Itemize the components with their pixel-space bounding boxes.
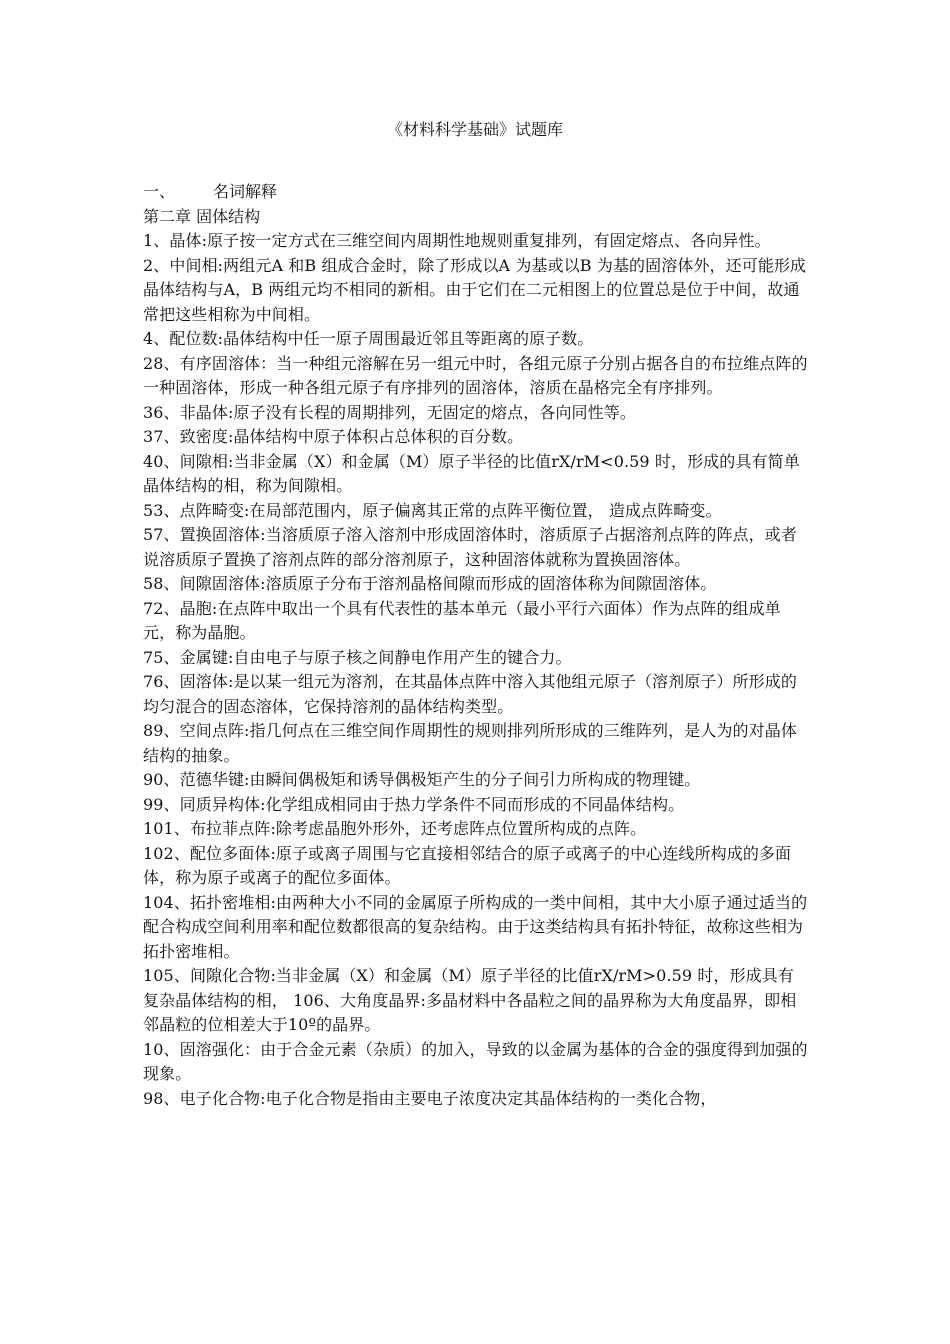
- term-entry: 10、固溶强化：由于合金元素（杂质）的加入，导致的以金属为基体的合金的强度得到加强的现象。: [143, 1039, 808, 1083]
- section-label: 名词解释: [213, 182, 278, 201]
- term-entry: 58、间隙固溶体:溶质原子分布于溶剂晶格间隙而形成的固溶体称为间隙固溶体。: [143, 574, 717, 593]
- term-entry: 4、配位数:晶体结构中任一原子周围最近邻且等距离的原子数。: [143, 329, 594, 348]
- page-title: 《材料科学基础》试题库: [386, 120, 563, 139]
- chapter-heading: 第二章 固体结构: [143, 206, 261, 226]
- term-entry: 53、点阵畸变:在局部范围内，原子偏离其正常的点阵平衡位置， 造成点阵畸变。: [143, 500, 722, 520]
- section-heading: [143, 180, 808, 205]
- term-entry: 90、范德华键:由瞬间偶极矩和诱导偶极矩产生的分子间引力所构成的物理键。: [143, 770, 701, 789]
- term-entry: 75、金属键:自由电子与原子核之间静电作用产生的键合力。: [143, 647, 572, 667]
- term-entry: 28、有序固溶体：当一种组元溶解在另一组元中时，各组元原子分别占据各自的布拉维点阵的一种固溶体，形成一种各组元原子有序排列的固溶体，溶质在晶格完全有序排列。: [143, 353, 808, 397]
- term-entry: 57、置换固溶体:当溶质原子溶入溶剂中形成固溶体时，溶质原子占据溶剂点阵的阵点，或者说溶质原子置换了溶剂点阵的部分溶剂原子，这种固溶体就称为置换固溶体。: [143, 525, 797, 569]
- term-entry: 104、拓扑密堆相:由两种大小不同的金属原子所构成的一类中间相，其中大小原子通过适当的配合构成空间利用率和配位数都很高的复杂结构。由于这类结构具有拓扑特征，故称这些相为拓扑密堆相。: [143, 892, 808, 961]
- term-entry: 99、同质异构体:化学组成相同由于热力学条件不同而形成的不同晶体结构。: [143, 794, 685, 814]
- term-entry: 40、间隙相:当非金属（X）和金属（M）原子半径的比值rX/rM<0.59 时，形成的具有简单晶体结构的相，称为间隙相。: [143, 451, 800, 495]
- term-entry: 36、非晶体:原子没有长程的周期排列，无固定的熔点，各向同性等。: [143, 402, 636, 422]
- term-entry: 102、配位多面体:原子或离子周围与它直接相邻结合的原子或离子的中心连线所构成的多面体，称为原子或离子的配位多面体。: [143, 843, 792, 887]
- term-entry: 1、晶体:原子按一定方式在三维空间内周期性地规则重复排列，有固定熔点、各向异性。: [143, 231, 771, 250]
- term-entry: 89、空间点阵:指几何点在三维空间作周期性的规则排列所形成的三维阵列，是人为的对晶体结构的抽象。: [143, 721, 797, 765]
- term-entry: 2、中间相:两组元A 和B 组成合金时，除了形成以A 为基或以B 为基的固溶体外，还可能形成晶体结构与A，B 两组元均不相同的新相。由于它们在二元相图上的位置总是位于中间，故通常把这些相称为中间相。: [143, 255, 807, 324]
- term-entry: 98、电子化合物:电子化合物是指由主要电子浓度决定其晶体结构的一类化合物，: [143, 1088, 717, 1108]
- term-entry: 76、固溶体:是以某一组元为溶剂，在其晶体点阵中溶入其他组元原子（溶剂原子）所形成的均匀混合的固态溶体，它保持溶剂的晶体结构类型。: [143, 672, 797, 716]
- document-body: [143, 180, 808, 1111]
- section-number: 一、: [143, 182, 176, 201]
- term-entry: 101、布拉菲点阵:除考虑晶胞外形外，还考虑阵点位置所构成的点阵。: [143, 819, 647, 838]
- term-entry: 72、晶胞:在点阵中取出一个具有代表性的基本单元（最小平行六面体）作为点阵的组成单元，称为晶胞。: [143, 598, 781, 642]
- term-entry: 105、间隙化合物:当非金属（X）和金属（M）原子半径的比值rX/rM>0.59 时，形成具有复杂晶体结构的相， 106、大角度晶界:多晶材料中各晶粒之间的晶界称为大角度晶界，即相邻晶粒的位相差大于10º的晶界。: [143, 966, 797, 1034]
- term-entry: 37、致密度:晶体结构中原子体积占总体积的百分数。: [143, 427, 524, 446]
